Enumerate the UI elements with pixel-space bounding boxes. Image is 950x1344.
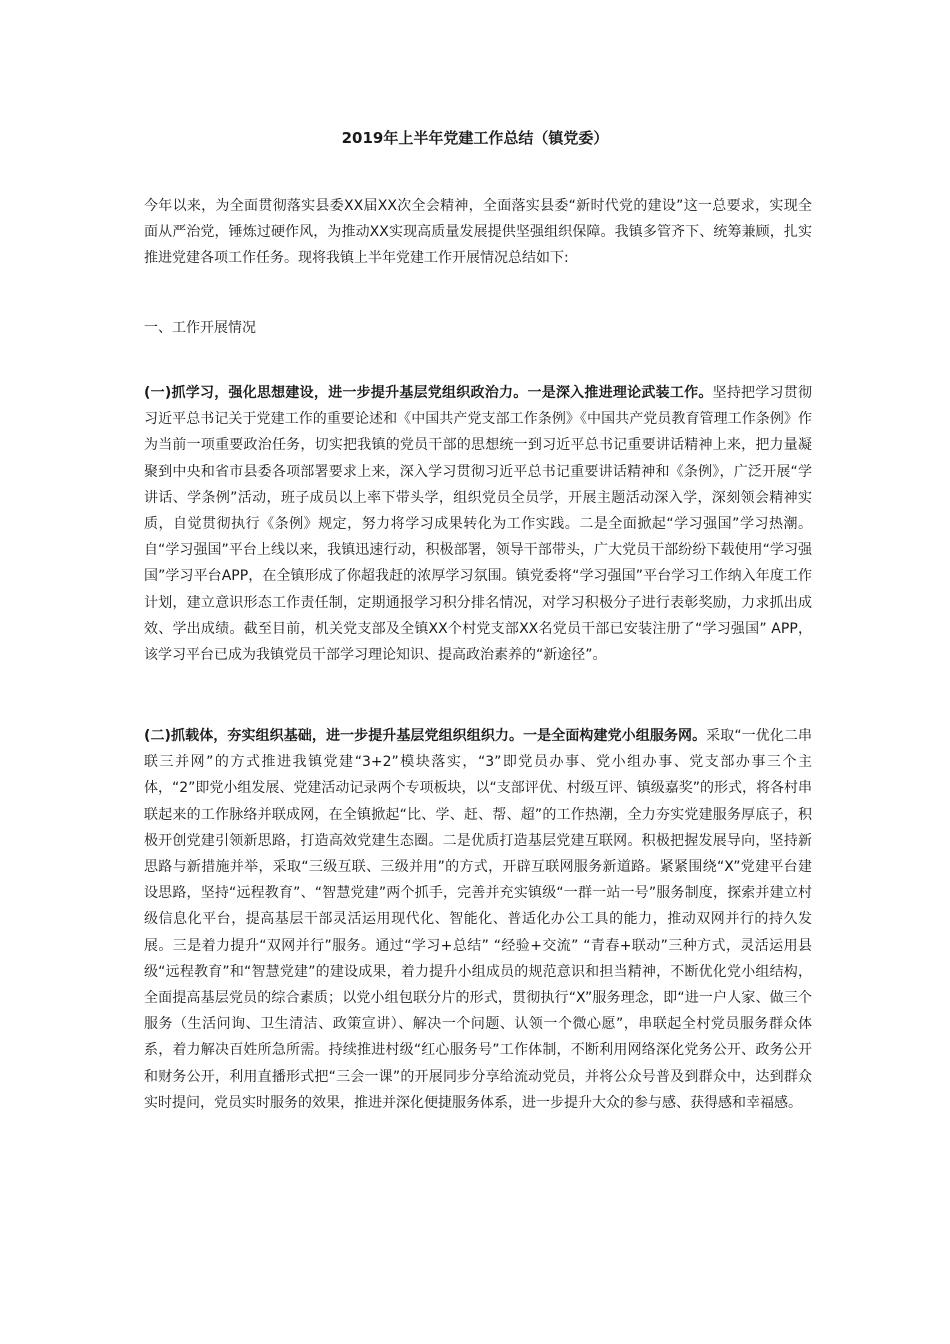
intro-paragraph: 今年以来，为全面贯彻落实县委XX届XX次全会精神，全面落实县委“新时代党的建设”这一总要求，实现全面从严治党，锤炼过硬作风，为推动XX实现高质量发展提供坚强组织保障。我镇多管齐下、统筹兼顾，扎实推进党建各项工作任务。现将我镇上半年党建工作开展情况总结如下: (144, 198, 812, 267)
subsection-2-body: 采取“一优化二串联三并网”的方式推进我镇党建“3+2”模块落实，“3”即党员办事、党小组办事、党支部办事三个主体，“2”即党小组发展、党建活动记录两个专项板块，以“支部评优、村级互评、镇级嘉奖”的形式，将各村串联起来的工作脉络并联成网，在全镇掀起“比、学、赶、帮、超”的工作热潮，全力夯实党建服务厚底子，积极开创党建引领新思路，打造高效党建生态圈。二是优质打造基层党建互联网。积极把握发展导向，坚持新思路与新措施并举，采取“三级互联、三级并用”的方式，开辟互联网服务新道路。紧紧围绕“X”党建平台建设思路，坚持“远程教育”、“智慧党建”两个抓手，完善并充实镇级“一群一站一号”服务制度，探索并建立村级信息化平台，提高基层干部灵活运用现代化、智能化、普适化办公工具的能力，推动双网并行的持久发展。三是着力提升“双网并行”服务。通过“学习+总结” “经验+交流” “青春+联动”三种方式，灵活运用县级“远程教育”和“智慧党建”的建设成果，着力提升小组成员的规范意识和担当精神，不断优化党小组结构，全面提高基层党员的综合素质；以党小组包联分片的形式，贯彻执行“X”服务理念，即“进一户人家、做三个服务（生活问询、卫生清洁、政策宣讲）、解决一个问题、认领一个微心愿”，串联起全村党员服务群众体系，着力解决百姓所急所需。持续推进村级“红心服务号”工作体制，不断利用网络深化党务公开、政务公开和财务公开，利用直播形式把“三会一课”的开展同步分享给流动党员，并将公众号普及到群众中，达到群众实时提问，党员实时服务的效果，推进并深化便捷服务体系，进一步提升大众的参与感、获得感和幸福感。 (144, 728, 812, 1111)
document-title: 2019年上半年党建工作总结（镇党委） (341, 129, 609, 147)
subsection-1-body: 坚持把学习贯彻习近平总书记关于党建工作的重要论述和《中国共产党支部工作条例》《中国共产党员教育管理工作条例》作为当前一项重要政治任务，切实把我镇的党员干部的思想统一到习近平总书记重要讲话精神上来，把力量凝聚到中央和省市县委各项部署要求上来，深入学习贯彻习近平总书记重要讲话精神和《条例》，广泛开展“学讲话、学条例”活动，班子成员以上率下带头学，组织党员全员学，开展主题活动深入学，深刻领会精神实质，自觉贯彻执行《条例》规定，努力将学习成果转化为工作实践。二是全面掀起“学习强国”学习热潮。自“学习强国”平台上线以来，我镇迅速行动，积极部署，领导干部带头，广大党员干部纷纷下载使用“学习强国”学习平台APP，在全镇形成了你超我赶的浓厚学习氛围。镇党委将“学习强国”平台学习工作纳入年度工作计划，建立意识形态工作责任制，定期通报学习积分排名情况，对学习积极分子进行表彰奖励，力求抓出成效、学出成绩。截至目前，机关党支部及全镇XX个村党支部XX名党员干部已安装注册了“学习强国” APP，该学习平台已成为我镇党员干部学习理论知识、提高政治素养的“新途径”。 (144, 385, 813, 664)
subsection-1-paragraph (144, 380, 812, 668)
subsection-2-lead: (二)抓载体，夯实组织基础，进一步提升基层党组织组织力。一是全面构建党小组服务网。 (144, 728, 707, 744)
subsection-1-lead: (一)抓学习，强化思想建设，进一步提升基层党组织政治力。一是深入推进理论武装工作。 (144, 385, 713, 401)
section-heading: 一、工作开展情况 (144, 320, 256, 336)
subsection-2-paragraph (144, 723, 812, 1116)
